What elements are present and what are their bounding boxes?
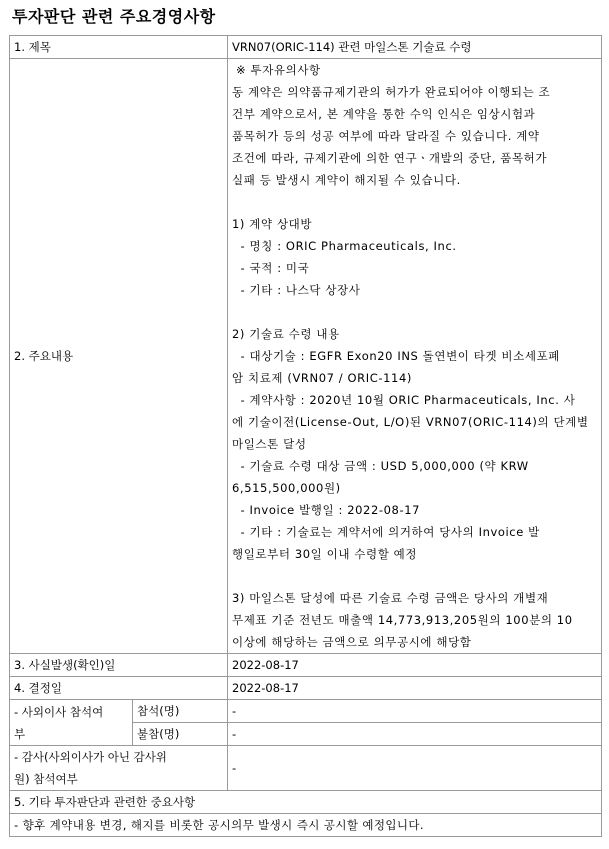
section-line: - 기술료 수령 대상 금액 : USD 5,000,000 (약 KRW <box>232 459 529 473</box>
occurrence-date-label: 3. 사실발생(확인)일 <box>10 654 228 677</box>
section-line: 암 치료제 (VRN07 / ORIC-114) <box>232 371 412 385</box>
disclosure-table <box>9 35 602 837</box>
auditor-label <box>10 746 228 791</box>
table-row <box>10 654 602 677</box>
section-line: - 기타 : 나스닥 상장사 <box>232 283 361 297</box>
attend-value: - <box>228 700 602 723</box>
section-line: - 기타 : 기술료는 계약서에 의거하여 당사의 Invoice 발 <box>232 525 540 539</box>
section-line: 행일로부터 30일 이내 수령할 예정 <box>232 547 418 561</box>
decision-date-value: 2022-08-17 <box>228 677 602 700</box>
section-line: - 명칭 : ORIC Pharmaceuticals, Inc. <box>232 239 457 253</box>
notice-text <box>232 81 597 191</box>
absent-label: 불참(명) <box>133 723 228 746</box>
section-royalty <box>232 323 597 565</box>
section-line: 2) 기술료 수령 내용 <box>232 327 340 341</box>
outside-directors-label <box>10 700 133 746</box>
table-row <box>10 700 602 723</box>
section-disclosure-basis <box>232 587 597 653</box>
notice-line: 조건에 따라, 규제기관에 의한 연구ㆍ개발의 중단, 품목허가 <box>232 151 548 165</box>
occurrence-date-value: 2022-08-17 <box>228 654 602 677</box>
table-row <box>10 677 602 700</box>
content-label: 2. 주요내용 <box>10 59 228 654</box>
other-matters-note: - 향후 계약내용 변경, 해지를 비롯한 공시의무 발생시 즉시 공시할 예정입니다. <box>10 814 602 837</box>
absent-value: - <box>228 723 602 746</box>
table-row <box>10 791 602 814</box>
section-line: - 계약사항 : 2020년 10월 ORIC Pharmaceuticals, Inc. 사 <box>232 393 576 407</box>
section-line: 에 기술이전(License-Out, L/O)된 VRN07(ORIC-114)의 단계별 <box>232 415 589 429</box>
decision-date-label: 4. 결정일 <box>10 677 228 700</box>
page-title: 투자판단 관련 주요경영사항 <box>12 7 216 26</box>
section-line: - 국적 : 미국 <box>232 261 310 275</box>
other-matters-label: 5. 기타 투자판단과 관련한 중요사항 <box>10 791 602 814</box>
section-line: - 대상기술 : EGFR Exon20 INS 돌연변이 타겟 비소세포폐 <box>232 349 560 363</box>
table-row <box>10 814 602 837</box>
outside-directors-label-line: - 사외이사 참석여 <box>14 704 104 719</box>
notice-line: 실패 등 발생시 계약이 해지될 수 있습니다. <box>232 173 461 187</box>
notice-line: 품목허가 등의 성공 여부에 따라 달라질 수 있습니다. 계약 <box>232 129 540 143</box>
attend-label: 참석(명) <box>133 700 228 723</box>
auditor-label-line: - 감사(사외이사가 아닌 감사위 <box>14 750 167 764</box>
section-line: 6,515,500,000원) <box>232 481 341 495</box>
notice-line: 동 계약은 의약품규제기관의 허가가 완료되어야 이행되는 조 <box>232 85 551 99</box>
section-line: 마일스톤 달성 <box>232 437 307 451</box>
section-line: 무제표 기준 전년도 매출액 14,773,913,205원의 100분의 10 <box>232 613 573 627</box>
section-line: 이상에 해당하는 금액으로 의무공시에 해당함 <box>232 635 472 649</box>
subject-label: 1. 제목 <box>10 36 228 59</box>
subject-value: VRN07(ORIC-114) 관련 마일스톤 기술료 수령 <box>228 36 602 59</box>
table-row <box>10 746 602 791</box>
section-line: - Invoice 발행일 : 2022-08-17 <box>232 503 421 517</box>
outside-directors-label-line: 부 <box>14 726 26 741</box>
section-counterparty <box>232 213 597 301</box>
table-row <box>10 59 602 654</box>
notice-line: 건부 계약으로서, 본 계약을 통한 수익 인식은 임상시험과 <box>232 107 536 121</box>
auditor-label-line: 원) 참석여부 <box>14 772 78 786</box>
table-row <box>10 36 602 59</box>
notice-heading: ※ 투자유의사항 <box>236 63 321 77</box>
section-line: 1) 계약 상대방 <box>232 217 313 231</box>
content-value <box>228 59 602 654</box>
auditor-value: - <box>228 746 602 791</box>
section-line: 3) 마일스톤 달성에 따른 기술료 수령 금액은 당사의 개별재 <box>232 591 549 605</box>
